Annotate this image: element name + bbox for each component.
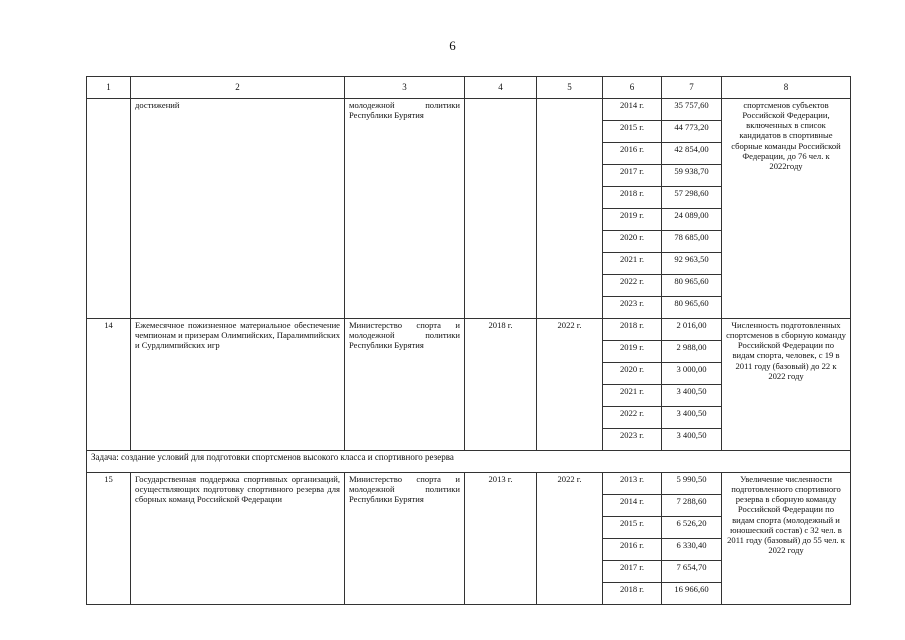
year-cell: 2018 г. (603, 319, 662, 341)
end-year-cell (537, 99, 603, 319)
year-cell: 2023 г. (603, 429, 662, 451)
column-header: 7 (662, 77, 722, 99)
column-header: 3 (345, 77, 465, 99)
measure-number-cell: 14 (87, 319, 131, 451)
amount-cell: 3 400,50 (662, 385, 722, 407)
amount-cell: 35 757,60 (662, 99, 722, 121)
year-cell: 2022 г. (603, 275, 662, 297)
year-cell: 2014 г. (603, 495, 662, 517)
amount-cell: 92 963,50 (662, 253, 722, 275)
measure-name-cell: Ежемесячное пожизненное материальное обеспечение чемпионам и призерам Олимпийских, Паралимпийских и Сурдлимпийских игр (131, 319, 345, 451)
amount-cell: 5 990,50 (662, 473, 722, 495)
year-cell: 2021 г. (603, 253, 662, 275)
amount-cell: 80 965,60 (662, 297, 722, 319)
column-header: 6 (603, 77, 662, 99)
year-cell: 2018 г. (603, 187, 662, 209)
measure-name-cell: Государственная поддержка спортивных организаций, осуществляющих подготовку спортивного резерва для сборных команд Российской Федерации (131, 473, 345, 605)
year-cell: 2016 г. (603, 539, 662, 561)
page-number: 6 (449, 38, 456, 53)
year-cell: 2020 г. (603, 363, 662, 385)
measure-number-cell: 15 (87, 473, 131, 605)
start-year-cell (465, 99, 537, 319)
amount-cell: 3 400,50 (662, 407, 722, 429)
amount-cell: 2 988,00 (662, 341, 722, 363)
end-year-cell: 2022 г. (537, 319, 603, 451)
expected-result-cell: Увеличение численности подготовленного спортивного резерва в сборную команду Российской Федерации по видам спорта (молодежный и юношеский состав) с 32 чел. в 2011 году (базовый) до 55 чел. к 2022 году (722, 473, 851, 605)
amount-cell: 44 773,20 (662, 121, 722, 143)
amount-cell: 42 854,00 (662, 143, 722, 165)
amount-cell: 80 965,60 (662, 275, 722, 297)
start-year-cell: 2018 г. (465, 319, 537, 451)
executor-cell: Министерство спорта и молодежной политики Республики Бурятия (345, 473, 465, 605)
column-header: 1 (87, 77, 131, 99)
column-header: 2 (131, 77, 345, 99)
task-cell: Задача: создание условий для подготовки спортсменов высокого класса и спортивного резерва (87, 451, 851, 473)
amount-cell: 16 966,60 (662, 583, 722, 605)
end-year-cell: 2022 г. (537, 473, 603, 605)
year-cell: 2015 г. (603, 517, 662, 539)
start-year-cell: 2013 г. (465, 473, 537, 605)
executor-cell: Министерство спорта и молодежной политики Республики Бурятия (345, 319, 465, 451)
measure-name-cell: достижений (131, 99, 345, 319)
table-row (87, 473, 851, 495)
executor-cell: молодежной политики Республики Бурятия (345, 99, 465, 319)
amount-cell: 7 288,60 (662, 495, 722, 517)
amount-cell: 6 330,40 (662, 539, 722, 561)
amount-cell: 57 298,60 (662, 187, 722, 209)
amount-cell: 3 000,00 (662, 363, 722, 385)
year-cell: 2020 г. (603, 231, 662, 253)
year-cell: 2017 г. (603, 165, 662, 187)
column-header: 4 (465, 77, 537, 99)
year-cell: 2019 г. (603, 209, 662, 231)
task-row (87, 451, 851, 473)
column-header: 5 (537, 77, 603, 99)
amount-cell: 59 938,70 (662, 165, 722, 187)
amount-cell: 2 016,00 (662, 319, 722, 341)
header-row (87, 77, 851, 99)
amount-cell: 24 089,00 (662, 209, 722, 231)
program-table (86, 76, 851, 605)
table-row (87, 99, 851, 121)
expected-result-cell: спортсменов субъектов Российской Федерации, включенных в список кандидатов в спортивные сборные команды Российской Федерации, до 76 чел. к 2022году (722, 99, 851, 319)
year-cell: 2018 г. (603, 583, 662, 605)
column-header: 8 (722, 77, 851, 99)
amount-cell: 3 400,50 (662, 429, 722, 451)
amount-cell: 7 654,70 (662, 561, 722, 583)
year-cell: 2017 г. (603, 561, 662, 583)
year-cell: 2019 г. (603, 341, 662, 363)
table-row (87, 319, 851, 341)
year-cell: 2016 г. (603, 143, 662, 165)
expected-result-cell: Численность подготовленных спортсменов в сборную команду Российской Федерации по видам спорта, человек, с 19 в 2011 году (базовый) до 22 к 2022 году (722, 319, 851, 451)
year-cell: 2014 г. (603, 99, 662, 121)
amount-cell: 6 526,20 (662, 517, 722, 539)
amount-cell: 78 685,00 (662, 231, 722, 253)
measure-number-cell (87, 99, 131, 319)
year-cell: 2022 г. (603, 407, 662, 429)
year-cell: 2023 г. (603, 297, 662, 319)
year-cell: 2013 г. (603, 473, 662, 495)
year-cell: 2021 г. (603, 385, 662, 407)
year-cell: 2015 г. (603, 121, 662, 143)
